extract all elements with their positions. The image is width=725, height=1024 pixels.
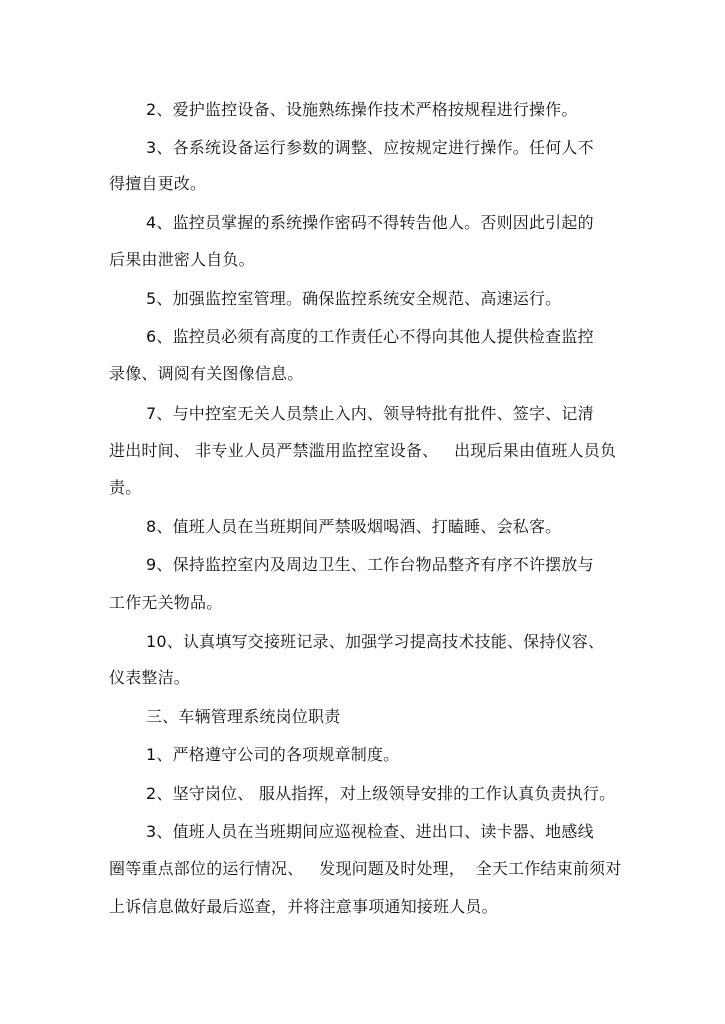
paragraph-line: 10、认真填写交接班记录、加强学习提高技术技能、保持仪容、 <box>146 632 605 651</box>
paragraph-line: 6、监控员必须有高度的工作责任心不得向其他人提供检查监控 <box>146 327 594 346</box>
paragraph-line: 7、与中控室无关人员禁止入内、领导特批有批件、签字、记清 <box>146 404 594 423</box>
paragraph-line: 9、保持监控室内及周边卫生、工作台物品整齐有序不许摆放与 <box>146 555 594 574</box>
paragraph-line: 仪表整洁。 <box>109 668 191 687</box>
paragraph-line: 2、坚守岗位、 服从指挥，对上级领导安排的工作认真负责执行。 <box>146 784 616 803</box>
paragraph-line: 工作无关物品。 <box>109 593 223 612</box>
paragraph-line: 后果由泄密人自负。 <box>109 250 255 269</box>
paragraph-line: 5、加强监控室管理。确保监控系统安全规范、高速运行。 <box>146 289 562 308</box>
paragraph-line: 2、爱护监控设备、设施熟练操作技术严格按规程进行操作。 <box>146 100 578 119</box>
paragraph-line: 3、各系统设备运行参数的调整、应按规定进行操作。任何人不 <box>146 138 594 157</box>
paragraph-line: 责。 <box>109 478 142 497</box>
section-heading: 三、车辆管理系统岗位职责 <box>146 707 341 726</box>
paragraph-line: 1、严格遵守公司的各项规章制度。 <box>146 745 400 764</box>
paragraph-line: 3、值班人员在当班期间应巡视检查、进出口、读卡器、地感线 <box>146 822 594 841</box>
paragraph-line: 4、监控员掌握的系统操作密码不得转告他人。否则因此引起的 <box>146 213 594 232</box>
paragraph-line: 8、值班人员在当班期间严禁吸烟喝酒、打瞌睡、会私客。 <box>146 517 562 536</box>
paragraph-line: 上诉信息做好最后巡查，并将注意事项通知接班人员。 <box>109 897 498 916</box>
paragraph-line: 圈等重点部位的运行情况、 发现问题及时处理， 全天工作结束前须对 <box>109 859 622 878</box>
paragraph-line: 得擅自更改。 <box>109 174 207 193</box>
paragraph-line: 录像、调阅有关图像信息。 <box>109 364 304 383</box>
paragraph-line: 进出时间、 非专业人员严禁滥用监控室设备、 出现后果由值班人员负 <box>109 441 617 460</box>
